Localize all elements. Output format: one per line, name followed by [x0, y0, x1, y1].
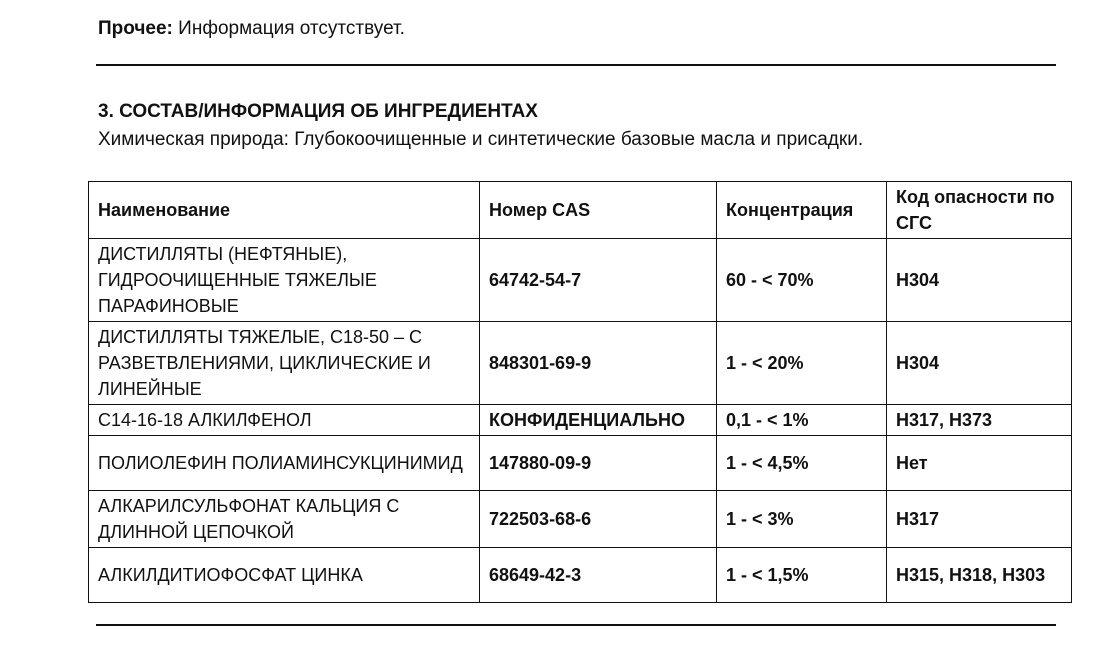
section-heading: 3. СОСТАВ/ИНФОРМАЦИЯ ОБ ИНГРЕДИЕНТАХ	[98, 101, 538, 122]
cas-number: 848301-69-9	[480, 322, 717, 405]
other-info-label: Прочее:	[98, 18, 173, 39]
cas-number: 722503-68-6	[480, 491, 717, 548]
table-row	[89, 405, 1072, 436]
bottom-divider	[96, 624, 1056, 626]
table-row	[89, 548, 1072, 603]
header-cas: Номер CAS	[480, 182, 717, 239]
cas-number: 147880-09-9	[480, 436, 717, 491]
header-concentration: Концентрация	[717, 182, 887, 239]
cas-number: 64742-54-7	[480, 239, 717, 322]
ingredient-name: ДИСТИЛЛЯТЫ ТЯЖЕЛЫЕ, С18-50 – С РАЗВЕТВЛЕНИЯМИ, ЦИКЛИЧЕСКИЕ И ЛИНЕЙНЫЕ	[89, 322, 480, 405]
concentration: 1 - < 1,5%	[717, 548, 887, 603]
table-row	[89, 436, 1072, 491]
concentration: 1 - < 3%	[717, 491, 887, 548]
concentration: 1 - < 20%	[717, 322, 887, 405]
table-row	[89, 491, 1072, 548]
ingredients-table	[88, 181, 1072, 603]
header-hazard-code: Код опасности по СГС	[887, 182, 1072, 239]
hazard-code: Нет	[887, 436, 1072, 491]
concentration: 1 - < 4,5%	[717, 436, 887, 491]
header-name: Наименование	[89, 182, 480, 239]
section-subtitle: Химическая природа: Глубокоочищенные и синтетические базовые масла и присадки.	[98, 129, 864, 150]
hazard-code: H317	[887, 491, 1072, 548]
hazard-code: H315, H318, H303	[887, 548, 1072, 603]
hazard-code: H304	[887, 239, 1072, 322]
ingredient-name: АЛКИЛДИТИОФОСФАТ ЦИНКА	[89, 548, 480, 603]
ingredient-name: ДИСТИЛЛЯТЫ (НЕФТЯНЫЕ), ГИДРООЧИЩЕННЫЕ ТЯЖЕЛЫЕ ПАРАФИНОВЫЕ	[89, 239, 480, 322]
table-header-row	[89, 182, 1072, 239]
ingredient-name: АЛКАРИЛСУЛЬФОНАТ КАЛЬЦИЯ С ДЛИННОЙ ЦЕПОЧКОЙ	[89, 491, 480, 548]
concentration: 60 - < 70%	[717, 239, 887, 322]
hazard-code: H317, H373	[887, 405, 1072, 436]
ingredient-name: ПОЛИОЛЕФИН ПОЛИАМИНСУКЦИНИМИД	[89, 436, 480, 491]
ingredient-name: С14-16-18 АЛКИЛФЕНОЛ	[89, 405, 480, 436]
cas-number: КОНФИДЕНЦИАЛЬНО	[480, 405, 717, 436]
top-divider	[96, 64, 1056, 66]
concentration: 0,1 - < 1%	[717, 405, 887, 436]
table-row	[89, 322, 1072, 405]
cas-number: 68649-42-3	[480, 548, 717, 603]
other-info-line	[98, 17, 405, 41]
hazard-code: H304	[887, 322, 1072, 405]
other-info-text: Информация отсутствует.	[172, 18, 405, 39]
table-row	[89, 239, 1072, 322]
